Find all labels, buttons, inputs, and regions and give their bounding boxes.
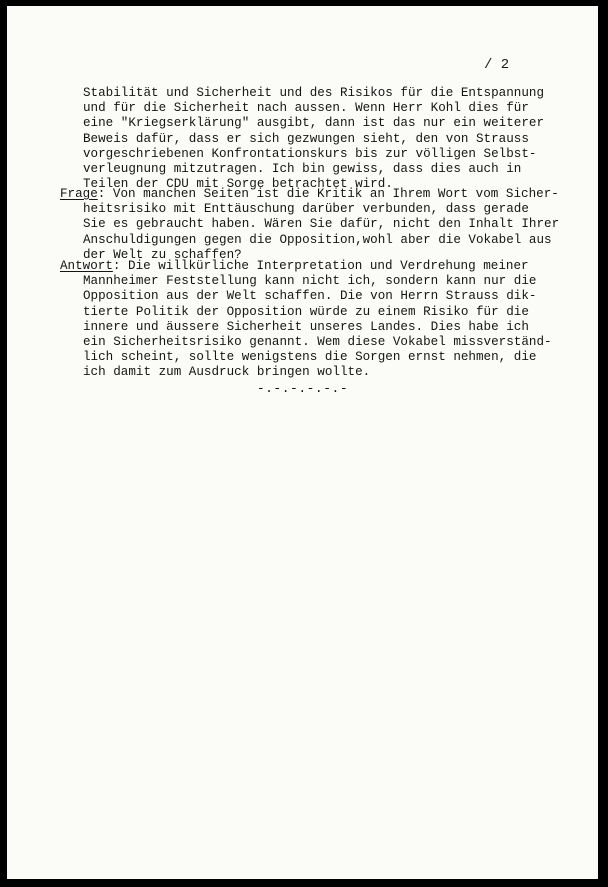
text-line: heitsrisiko mit Enttäuschung darüber verbunden, dass gerade bbox=[83, 202, 529, 217]
question-label: Frage bbox=[60, 187, 98, 201]
answer-first-line-text: : Die willkürliche Interpretation und Verdrehung meiner bbox=[112, 259, 529, 273]
end-separator: -.-.-.-.-.- bbox=[256, 381, 349, 396]
text-line: tierte Politik der Opposition würde zu einem Risiko für die bbox=[83, 304, 529, 319]
text-line: Teilen der CDU mit Sorge betrachtet wird. bbox=[83, 177, 393, 192]
text-line: innere und äussere Sicherheit unseres Landes. Dies habe ich bbox=[83, 319, 529, 334]
text-line: ein Sicherheitsrisiko genannt. Wem diese Vokabel missverständ- bbox=[83, 334, 552, 349]
text-line: Mannheimer Feststellung kann nicht ich, sondern kann nur die bbox=[83, 274, 537, 289]
text-line: ich damit zum Ausdruck bringen wollte. bbox=[83, 365, 371, 380]
question-first-line-text: : Von manchen Seiten ist die Kritik an Ihrem Wort vom Sicher- bbox=[97, 187, 559, 201]
document-page bbox=[7, 6, 598, 879]
text-line: verleugnung mitzutragen. Ich bin gewiss, dass dies auch in bbox=[83, 161, 522, 176]
text-line: vorgeschriebenen Konfrontationskurs bis zur völligen Selbst- bbox=[83, 146, 537, 161]
text-line: und für die Sicherheit nach aussen. Wenn Herr Kohl dies für bbox=[83, 101, 529, 116]
text-line: der Welt zu schaffen? bbox=[83, 247, 242, 262]
text-line: eine "Kriegserklärung" ausgibt, dann ist das nur ein weiterer bbox=[83, 116, 545, 131]
answer-first-line bbox=[60, 259, 552, 274]
answer-paragraph bbox=[60, 259, 552, 381]
answer-label: Antwort bbox=[60, 259, 113, 273]
text-line: Anschuldigungen gegen die Opposition,wohl aber die Vokabel aus bbox=[83, 232, 552, 247]
text-line: Opposition aus der Welt schaffen. Die von Herrn Strauss dik- bbox=[83, 289, 537, 304]
text-line: Beweis dafür, dass er sich gezwungen sieht, den von Strauss bbox=[83, 131, 529, 146]
text-line: Stabilität und Sicherheit und des Risikos für die Entspannung bbox=[83, 86, 545, 100]
question-first-line bbox=[60, 187, 559, 202]
page-number: / 2 bbox=[484, 57, 510, 73]
text-line: lich scheint, sollte wenigstens die Sorgen ernst nehmen, die bbox=[83, 350, 537, 365]
paragraph-intro bbox=[83, 86, 544, 192]
question-paragraph bbox=[60, 187, 559, 263]
text-line: Sie es gebraucht haben. Wären Sie dafür, nicht den Inhalt Ihrer bbox=[83, 217, 560, 232]
